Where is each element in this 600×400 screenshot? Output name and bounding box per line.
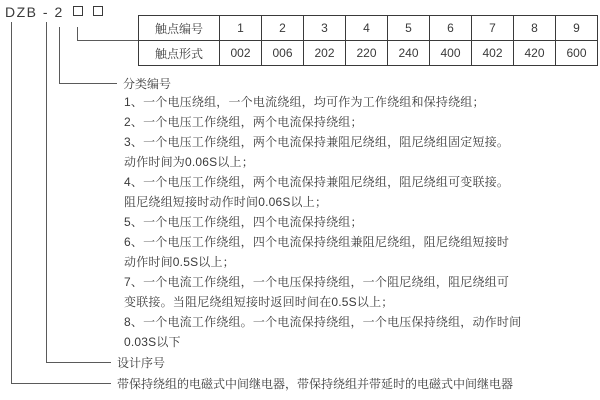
contact-number-row <box>139 16 598 41</box>
contact-number-cell: 6 <box>430 16 472 41</box>
note-line: 3、一个电压工作绕组，两个电流保持兼阻尼绕组，阻尼绕组固定短接。 <box>124 135 510 149</box>
contact-form-row-label: 触点形式 <box>139 41 220 66</box>
contact-number-cell: 9 <box>556 16 598 41</box>
contact-number-cell: 8 <box>514 16 556 41</box>
model-code <box>5 4 103 20</box>
note-line: 5、一个电压工作绕组，四个电流保持绕组； <box>124 215 363 229</box>
contact-number-row-label: 触点编号 <box>139 16 220 41</box>
contact-form-cell: 240 <box>388 41 430 66</box>
contact-form-table <box>138 15 598 66</box>
connector-relay-type-vertical <box>11 22 12 383</box>
contact-form-cell: 600 <box>556 41 598 66</box>
contact-number-cell: 4 <box>346 16 388 41</box>
note-line: 变联接。当阻尼绕组短接时返回时间在0.5S以上； <box>124 295 394 309</box>
contact-form-cell: 002 <box>220 41 262 66</box>
design-serial-label: 设计序号 <box>117 356 166 370</box>
contact-form-cell: 400 <box>430 41 472 66</box>
model-code-text: DZB - 2 <box>5 4 64 20</box>
connector-classification-horizontal <box>59 83 117 84</box>
connector-contact-form-vertical <box>77 27 78 40</box>
placeholder-box-icon <box>73 6 83 16</box>
note-line: 2、一个电压工作绕组，两个电流保持绕组； <box>124 115 363 129</box>
contact-number-cell: 1 <box>220 16 262 41</box>
contact-number-cell: 7 <box>472 16 514 41</box>
contact-form-cell: 420 <box>514 41 556 66</box>
classification-label: 分类编号 <box>123 77 172 91</box>
contact-number-cell: 3 <box>304 16 346 41</box>
connector-design-serial-vertical <box>46 22 47 362</box>
connector-relay-type-horizontal <box>11 383 111 384</box>
contact-number-cell: 5 <box>388 16 430 41</box>
note-line: 4、一个电压工作绕组，两个电流保持兼阻尼绕组，阻尼绕组可变联接。 <box>124 175 510 189</box>
contact-number-cell: 2 <box>262 16 304 41</box>
contact-form-cell: 202 <box>304 41 346 66</box>
contact-form-row <box>139 41 598 66</box>
relay-type-description: 带保持绕组的电磁式中间继电器，带保持绕组并带延时的电磁式中间继电器 <box>117 377 514 391</box>
contact-form-cell: 402 <box>472 41 514 66</box>
note-line: 动作时间为0.06S以上； <box>124 155 254 169</box>
note-line: 1、一个电压绕组，一个电流绕组，均可作为工作绕组和保持绕组； <box>124 95 485 109</box>
connector-classification-vertical <box>59 27 60 83</box>
note-line: 7、一个电流工作绕组，一个电压保持绕组，一个阻尼绕组，阻尼绕组可 <box>124 275 510 289</box>
contact-form-cell: 220 <box>346 41 388 66</box>
note-line: 6、一个电压工作绕组，四个电流保持绕组兼阻尼绕组，阻尼绕组短接时 <box>124 235 510 249</box>
placeholder-box-icon <box>93 6 103 16</box>
note-line: 8、一个电流工作绕组。一个电流保持绕组，一个电压保持绕组，动作时间 <box>124 315 522 329</box>
connector-contact-form-horizontal <box>77 40 138 41</box>
contact-form-cell: 006 <box>262 41 304 66</box>
note-line: 阻尼绕组短接时动作时间0.06S以上； <box>124 195 328 209</box>
note-line: 动作时间0.5S以上； <box>124 255 235 269</box>
note-line: 0.03S以下 <box>124 335 181 349</box>
connector-design-serial-horizontal <box>46 362 111 363</box>
